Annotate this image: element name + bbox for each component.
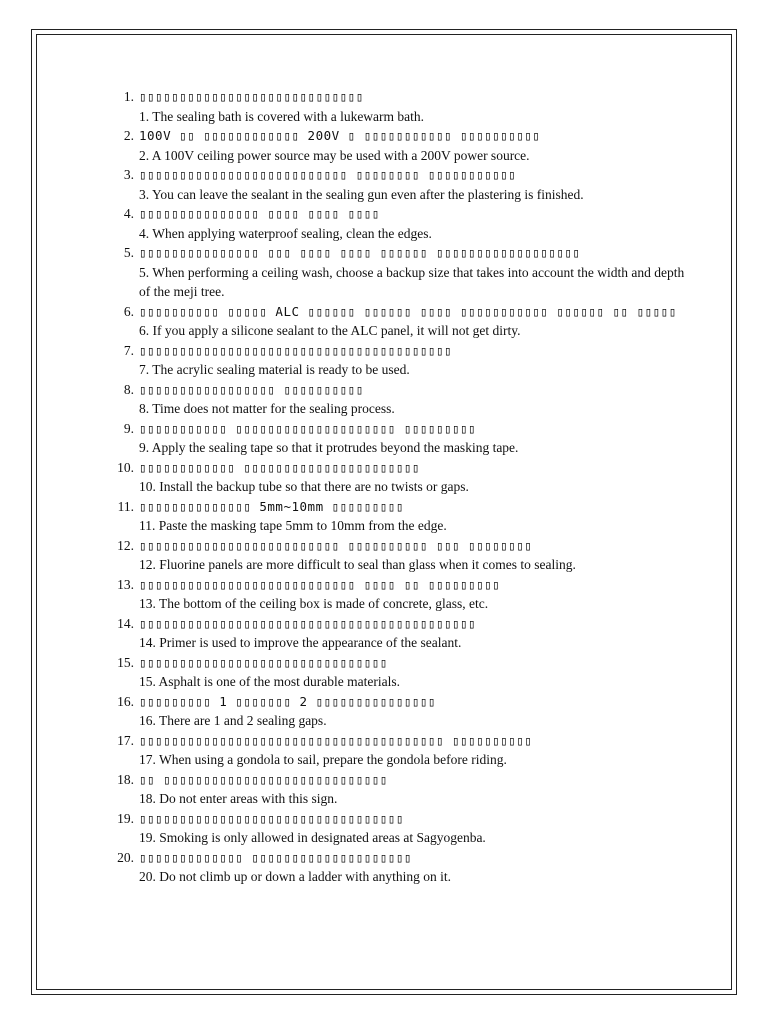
item-number: 9. (123, 420, 134, 436)
item-number: 12. (117, 537, 134, 553)
list-item (106, 692, 696, 731)
translation-text: 5. When performing a ceiling wash, choose a backup size that takes into account the width and depth of the meji tree. (139, 264, 685, 299)
translation-text: 2. A 100V ceiling power source may be used with a 200V power source. (139, 147, 530, 163)
original-text: ▯▯▯▯▯▯▯▯▯▯▯ ▯▯▯▯▯▯▯▯▯▯▯▯▯▯▯▯▯▯▯▯ ▯▯▯▯▯▯▯▯▯ (139, 420, 477, 436)
translation-text: 9. Apply the sealing tape so that it protrudes beyond the masking tape. (139, 440, 519, 455)
translation-text: 15. Asphalt is one of the most durable materials. (139, 674, 400, 689)
original-text: ▯▯▯▯▯▯▯▯▯▯▯▯▯▯▯▯▯▯▯▯▯▯▯▯▯▯▯▯▯▯▯▯▯ (139, 810, 404, 826)
item-number: 1. (123, 89, 134, 104)
item-number: 3. (123, 167, 134, 182)
original-text: ▯▯▯▯▯▯▯▯▯▯▯▯▯▯▯▯▯▯▯▯▯▯▯▯▯▯▯▯▯▯▯▯▯▯▯▯▯▯ ▯▯▯▯▯▯▯▯▯▯ (139, 732, 533, 748)
translation-text: 11. Paste the masking tape 5mm to 10mm from the edge. (139, 518, 447, 533)
item-number: 15. (117, 654, 134, 670)
original-text: ▯▯▯▯▯▯▯▯▯ 1 ▯▯▯▯▯▯▯ 2 ▯▯▯▯▯▯▯▯▯▯▯▯▯▯▯ (139, 693, 436, 709)
list-item (106, 341, 696, 380)
original-text: ▯▯▯▯▯▯▯▯▯▯▯▯▯▯ 5mm~10mm ▯▯▯▯▯▯▯▯▯ (139, 498, 404, 514)
translation-text: 1. The sealing bath is covered with a lukewarm bath. (139, 108, 425, 124)
list-item (106, 809, 696, 848)
item-number: 6. (123, 303, 134, 319)
list-item (106, 126, 696, 165)
original-text: ▯▯▯▯▯▯▯▯▯▯▯▯▯▯▯ ▯▯▯▯ ▯▯▯▯ ▯▯▯▯ (139, 206, 380, 221)
item-number: 7. (123, 342, 134, 358)
original-text: ▯▯▯▯▯▯▯▯▯▯▯▯▯▯▯▯▯▯▯▯▯▯▯▯▯▯▯▯ (139, 89, 364, 104)
original-text: ▯▯▯▯▯▯▯▯▯▯▯▯▯▯▯▯▯▯▯▯▯▯▯▯▯▯▯▯▯▯▯▯▯▯▯▯▯▯▯ (139, 342, 452, 358)
original-text: ▯▯▯▯▯▯▯▯▯▯▯▯▯▯▯▯▯▯▯▯▯▯▯▯▯▯ ▯▯▯▯▯▯▯▯ ▯▯▯▯▯▯▯▯▯▯▯ (139, 167, 517, 182)
original-text: ▯▯▯▯▯▯▯▯▯▯▯▯▯▯▯▯▯▯▯▯▯▯▯▯▯▯▯▯▯▯▯ (139, 654, 388, 670)
item-number: 5. (123, 245, 134, 260)
list-item (106, 497, 696, 536)
item-number: 8. (123, 381, 134, 397)
item-number: 10. (117, 459, 134, 475)
original-text: ▯▯▯▯▯▯▯▯▯▯▯▯▯ ▯▯▯▯▯▯▯▯▯▯▯▯▯▯▯▯▯▯▯▯ (139, 849, 412, 865)
translation-text: 8. Time does not matter for the sealing process. (139, 401, 395, 416)
list-item (106, 419, 696, 458)
question-list (106, 87, 696, 887)
translation-text: 16. There are 1 and 2 sealing gaps. (139, 713, 327, 728)
list-item (106, 87, 696, 126)
item-number: 18. (117, 771, 134, 787)
item-number: 19. (117, 810, 134, 826)
item-number: 14. (117, 615, 134, 631)
item-number: 2. (123, 128, 134, 143)
original-text: ▯▯▯▯▯▯▯▯▯▯▯▯ ▯▯▯▯▯▯▯▯▯▯▯▯▯▯▯▯▯▯▯▯▯▯ (139, 459, 420, 475)
item-number: 13. (117, 576, 134, 592)
original-text: ▯▯▯▯▯▯▯▯▯▯▯▯▯▯▯▯▯▯▯▯▯▯▯▯▯▯▯ ▯▯▯▯ ▯▯ ▯▯▯▯▯▯▯▯▯ (139, 576, 501, 592)
translation-text: 10. Install the backup tube so that there are no twists or gaps. (139, 479, 469, 494)
list-item (106, 458, 696, 497)
item-number: 4. (123, 206, 134, 221)
item-number: 17. (117, 732, 134, 748)
translation-text: 3. You can leave the sealant in the sealing gun even after the plastering is finished. (139, 186, 584, 202)
translation-text: 19. Smoking is only allowed in designated areas at Sagyogenba. (139, 830, 486, 845)
list-item (106, 770, 696, 809)
list-item (106, 614, 696, 653)
original-text: ▯▯ ▯▯▯▯▯▯▯▯▯▯▯▯▯▯▯▯▯▯▯▯▯▯▯▯▯▯▯▯ (139, 771, 388, 787)
item-number: 20. (117, 849, 134, 865)
list-item (106, 165, 696, 204)
list-item (106, 302, 696, 341)
list-item (106, 243, 696, 302)
translation-text: 14. Primer is used to improve the appearance of the sealant. (139, 635, 462, 650)
original-text: ▯▯▯▯▯▯▯▯▯▯▯▯▯▯▯▯▯ ▯▯▯▯▯▯▯▯▯▯ (139, 381, 364, 397)
translation-text: 20. Do not climb up or down a ladder with anything on it. (139, 869, 451, 884)
item-number: 16. (117, 693, 134, 709)
list-item (106, 380, 696, 419)
translation-text: 12. Fluorine panels are more difficult to seal than glass when it comes to sealing. (139, 557, 576, 572)
translation-text: 4. When applying waterproof sealing, clean the edges. (139, 225, 432, 241)
translation-text: 17. When using a gondola to sail, prepare the gondola before riding. (139, 752, 507, 767)
list-item (106, 575, 696, 614)
original-text: ▯▯▯▯▯▯▯▯▯▯▯▯▯▯▯▯▯▯▯▯▯▯▯▯▯▯▯▯▯▯▯▯▯▯▯▯▯▯▯▯▯▯ (139, 615, 477, 631)
original-text: ▯▯▯▯▯▯▯▯▯▯▯▯▯▯▯ ▯▯▯ ▯▯▯▯ ▯▯▯▯ ▯▯▯▯▯▯ ▯▯▯▯▯▯▯▯▯▯▯▯▯▯▯▯▯▯ (139, 245, 581, 260)
list-item (106, 653, 696, 692)
list-item (106, 204, 696, 243)
translation-text: 18. Do not enter areas with this sign. (139, 791, 338, 806)
list-item (106, 731, 696, 770)
translation-text: 13. The bottom of the ceiling box is made of concrete, glass, etc. (139, 596, 489, 611)
list-item (106, 848, 696, 887)
original-text: 100V ▯▯ ▯▯▯▯▯▯▯▯▯▯▯▯ 200V ▯ ▯▯▯▯▯▯▯▯▯▯▯ ▯▯▯▯▯▯▯▯▯▯ (139, 128, 541, 143)
translation-text: 6. If you apply a silicone sealant to the ALC panel, it will not get dirty. (139, 323, 521, 338)
original-text: ▯▯▯▯▯▯▯▯▯▯ ▯▯▯▯▯ ALC ▯▯▯▯▯▯ ▯▯▯▯▯▯ ▯▯▯▯ ▯▯▯▯▯▯▯▯▯▯▯ ▯▯▯▯▯▯ ▯▯ ▯▯▯▯▯ (139, 303, 677, 319)
list-item (106, 536, 696, 575)
original-text: ▯▯▯▯▯▯▯▯▯▯▯▯▯▯▯▯▯▯▯▯▯▯▯▯▯ ▯▯▯▯▯▯▯▯▯▯ ▯▯▯ ▯▯▯▯▯▯▯▯ (139, 537, 533, 553)
item-number: 11. (117, 498, 134, 514)
translation-text: 7. The acrylic sealing material is ready to be used. (139, 362, 410, 377)
